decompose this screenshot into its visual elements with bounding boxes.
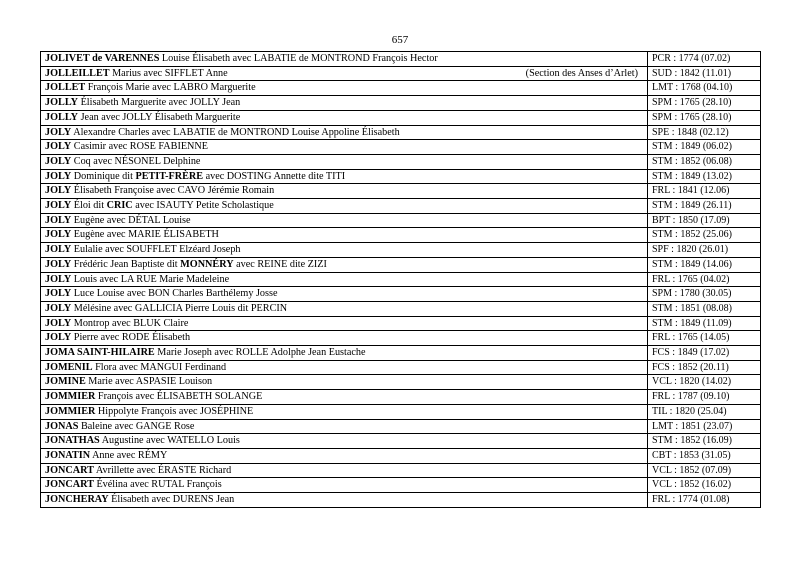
surname: JONCART — [45, 464, 94, 476]
entry-text: Mélésine avec GALLICIA Pierre Louis dit PERCIN — [71, 302, 288, 314]
parish-date-cell: SPF : 1820 (26.01) — [648, 243, 761, 258]
entry-text: Élisabeth Marguerite avec JOLLY Jean — [78, 97, 241, 109]
table-row — [41, 228, 761, 243]
table-row — [41, 404, 761, 419]
parish-date-cell: STM : 1849 (14.06) — [648, 257, 761, 272]
table-row — [41, 66, 761, 81]
table-row — [41, 125, 761, 140]
entry-text: Hippolyte François avec JOSÉPHINE — [95, 405, 254, 417]
entry-text: Augustine avec WATELLO Louis — [99, 435, 240, 447]
entry-text: Montrop avec BLUK Claire — [71, 317, 189, 329]
registry-body — [41, 52, 761, 508]
surname: JOLY — [45, 126, 72, 138]
parish-date-cell: FRL : 1774 (01.08) — [648, 493, 761, 508]
entry-names-cell — [41, 287, 648, 302]
entry-names-cell — [41, 272, 648, 287]
surname: JOLY — [45, 170, 72, 182]
entry-text: Dominique dit — [71, 170, 136, 182]
entry-names-cell — [41, 448, 648, 463]
surname: JOLY — [45, 273, 72, 285]
surname: JOMINE — [45, 376, 86, 388]
parish-date-cell: SPE : 1848 (02.12) — [648, 125, 761, 140]
nickname: CRIC — [106, 200, 133, 212]
parish-date-cell: FRL : 1765 (14.05) — [648, 331, 761, 346]
entry-names-cell — [41, 228, 648, 243]
entry-text: Alexandre Charles avec LABATIE de MONTROND Louise Appoline Élisabeth — [71, 126, 400, 138]
entry-text-continued: avec DOSTING Annette dite TITI — [203, 170, 346, 182]
surname: JOLLET — [45, 82, 86, 94]
table-row — [41, 243, 761, 258]
surname: JOLLY — [45, 111, 79, 123]
nickname: PETIT-FRÈRE — [135, 170, 204, 182]
entry-text: Évélina avec RUTAL François — [93, 479, 222, 491]
table-row — [41, 140, 761, 155]
entry-text: François Marie avec LABRO Marguerite — [85, 82, 256, 94]
surname: JONATHAS — [45, 435, 100, 447]
entry-names-cell — [41, 140, 648, 155]
entry-text: Élisabeth avec DURENS Jean — [108, 494, 235, 506]
entry-names-cell — [41, 154, 648, 169]
table-row — [41, 154, 761, 169]
table-row — [41, 375, 761, 390]
parish-date-cell: FCS : 1852 (20.11) — [648, 360, 761, 375]
table-row — [41, 81, 761, 96]
surname: JONCART — [45, 479, 94, 491]
entry-text: Coq avec NÉSONEL Delphine — [71, 155, 201, 167]
entry-text: Marius avec SIFFLET Anne — [109, 67, 228, 79]
entry-names-cell — [41, 301, 648, 316]
marriage-registry-table — [40, 51, 761, 508]
surname: JONAS — [45, 420, 79, 432]
parish-date-cell: BPT : 1850 (17.09) — [648, 213, 761, 228]
surname: JONCHERAY — [45, 494, 109, 506]
parish-date-cell: PCR : 1774 (07.02) — [648, 52, 761, 67]
entry-text: Avrillette avec ÉRASTE Richard — [93, 464, 232, 476]
table-row — [41, 96, 761, 111]
parish-date-cell: STM : 1849 (13.02) — [648, 169, 761, 184]
table-row — [41, 169, 761, 184]
parish-date-cell: VCL : 1852 (16.02) — [648, 478, 761, 493]
surname: JOMA SAINT-HILAIRE — [45, 347, 155, 359]
table-row — [41, 272, 761, 287]
table-row — [41, 52, 761, 67]
parish-date-cell: CBT : 1853 (31.05) — [648, 448, 761, 463]
table-row — [41, 287, 761, 302]
table-row — [41, 493, 761, 508]
table-row — [41, 257, 761, 272]
parish-date-cell: TIL : 1820 (25.04) — [648, 404, 761, 419]
entry-text: Eugène avec MARIE ÉLISABETH — [71, 229, 219, 241]
parish-date-cell: LMT : 1851 (23.07) — [648, 419, 761, 434]
parish-date-cell: STM : 1849 (11.09) — [648, 316, 761, 331]
surname: JOLY — [45, 332, 72, 344]
parish-date-cell: FRL : 1765 (04.02) — [648, 272, 761, 287]
entry-names-cell — [41, 346, 648, 361]
parish-date-cell: STM : 1852 (06.08) — [648, 154, 761, 169]
entry-text: Éloi dit — [71, 200, 107, 212]
entry-names-cell — [41, 199, 648, 214]
table-row — [41, 184, 761, 199]
entry-text: Eugène avec DÉTAL Louise — [71, 214, 191, 226]
entry-text: Anne avec RÉMY — [90, 449, 168, 461]
entry-names-cell — [41, 81, 648, 96]
entry-text: François avec ÉLISABETH SOLANGE — [95, 391, 263, 403]
surname: JOLY — [45, 302, 72, 314]
surname: JOLY — [45, 317, 72, 329]
parish-date-cell: SPM : 1765 (28.10) — [648, 96, 761, 111]
entry-text: Jean avec JOLLY Élisabeth Marguerite — [78, 111, 241, 123]
entry-text: Louise Élisabeth avec LABATIE de MONTROND François Hector — [159, 53, 438, 64]
entry-text: Marie Joseph avec ROLLE Adolphe Jean Eustache — [154, 347, 366, 359]
entry-names-cell — [41, 110, 648, 125]
entry-names-cell — [41, 52, 648, 67]
parish-date-cell: SPM : 1765 (28.10) — [648, 110, 761, 125]
surname: JOMMIER — [45, 405, 96, 417]
entry-names-cell — [41, 96, 648, 111]
entry-names-cell — [41, 390, 648, 405]
table-row — [41, 463, 761, 478]
entry-text: Frédéric Jean Baptiste dit — [71, 258, 181, 270]
entry-text-continued: avec REINE dite ZIZI — [233, 258, 327, 270]
entry-names-cell — [41, 463, 648, 478]
entry-text-continued: avec ISAUTY Petite Scholastique — [132, 200, 274, 212]
entry-names-cell — [41, 375, 648, 390]
entry-names-cell — [41, 493, 648, 508]
surname: JOLY — [45, 200, 72, 212]
table-row — [41, 360, 761, 375]
table-row — [41, 448, 761, 463]
table-row — [41, 331, 761, 346]
entry-names-cell — [41, 66, 648, 81]
entry-text: Flora avec MANGUI Ferdinand — [92, 361, 227, 373]
entry-text: Louis avec LA RUE Marie Madeleine — [71, 273, 230, 285]
nickname: MONNÉRY — [180, 258, 234, 270]
entry-text: Casimir avec ROSE FABIENNE — [71, 141, 208, 153]
parish-date-cell: FCS : 1849 (17.02) — [648, 346, 761, 361]
surname: JOLLY — [45, 97, 79, 109]
parish-date-cell: VCL : 1820 (14.02) — [648, 375, 761, 390]
surname: JOLLEILLET — [45, 67, 110, 79]
entry-text: Élisabeth Françoise avec CAVO Jérémie Romain — [71, 185, 275, 197]
table-row — [41, 301, 761, 316]
table-row — [41, 213, 761, 228]
table-row — [41, 390, 761, 405]
entry-names-cell — [41, 316, 648, 331]
entry-text: Eulalie avec SOUFFLET Elzéard Joseph — [71, 244, 241, 256]
entry-names-cell — [41, 404, 648, 419]
surname: JOLY — [45, 258, 72, 270]
table-row — [41, 478, 761, 493]
parish-date-cell: STM : 1849 (26.11) — [648, 199, 761, 214]
parish-date-cell: LMT : 1768 (04.10) — [648, 81, 761, 96]
entry-names-cell — [41, 169, 648, 184]
entry-names-cell — [41, 434, 648, 449]
parish-date-cell: STM : 1851 (08.08) — [648, 301, 761, 316]
parish-date-cell: STM : 1852 (16.09) — [648, 434, 761, 449]
entry-text: Pierre avec RODE Élisabeth — [71, 332, 191, 344]
entry-names-cell — [41, 360, 648, 375]
parish-date-cell: STM : 1849 (06.02) — [648, 140, 761, 155]
entry-note: (Section des Anses d’Arlet) — [525, 67, 638, 79]
surname: JOLY — [45, 214, 72, 226]
surname: JOMENIL — [45, 361, 93, 373]
entry-text: Luce Louise avec BON Charles Barthélemy Josse — [71, 288, 278, 300]
surname: JOLY — [45, 288, 72, 300]
surname: JOMMIER — [45, 391, 96, 403]
page-number: 657 — [391, 34, 409, 46]
table-row — [41, 346, 761, 361]
entry-names-cell — [41, 184, 648, 199]
table-row — [41, 316, 761, 331]
entry-names-cell — [41, 243, 648, 258]
surname: JOLIVET de VARENNES — [45, 53, 160, 64]
surname: JOLY — [45, 155, 72, 167]
parish-date-cell: FRL : 1787 (09.10) — [648, 390, 761, 405]
entry-text: Baleine avec GANGE Rose — [78, 420, 195, 432]
surname: JOLY — [45, 185, 72, 197]
entry-names-cell — [41, 331, 648, 346]
surname: JOLY — [45, 229, 72, 241]
entry-names-cell — [41, 419, 648, 434]
table-row — [41, 110, 761, 125]
surname: JOLY — [45, 244, 72, 256]
table-row — [41, 434, 761, 449]
table-row — [41, 199, 761, 214]
parish-date-cell: SPM : 1780 (30.05) — [648, 287, 761, 302]
entry-names-cell — [41, 257, 648, 272]
entry-text: Marie avec ASPASIE Louison — [85, 376, 213, 388]
parish-date-cell: VCL : 1852 (07.09) — [648, 463, 761, 478]
entry-names-cell — [41, 478, 648, 493]
parish-date-cell: STM : 1852 (25.06) — [648, 228, 761, 243]
parish-date-cell: SUD : 1842 (11.01) — [648, 66, 761, 81]
entry-names-cell — [41, 125, 648, 140]
parish-date-cell: FRL : 1841 (12.06) — [648, 184, 761, 199]
surname: JOLY — [45, 141, 72, 153]
surname: JONATIN — [45, 449, 91, 461]
table-row — [41, 419, 761, 434]
entry-names-cell — [41, 213, 648, 228]
